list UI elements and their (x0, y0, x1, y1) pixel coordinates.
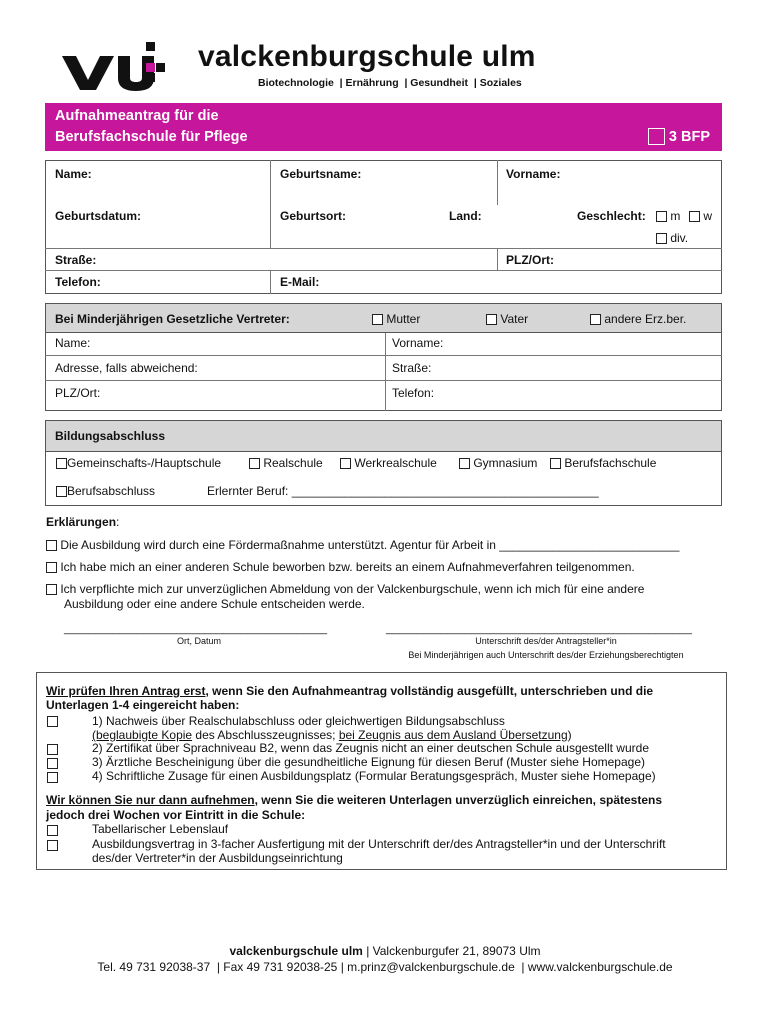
phone-field[interactable]: Telefon: (55, 275, 101, 289)
bfp-label: 3 BFP (668, 129, 710, 145)
signature-line[interactable]: __________________________________________________ (386, 623, 692, 635)
email-field[interactable]: E-Mail: (280, 275, 320, 289)
req-text-2: 2) Zertifikat über Sprachniveau B2, wenn das Zeugnis nicht an einer deutschen Schule ausgestellt wurde (92, 741, 649, 755)
footer-address: | Valckenburgufer 21, 89073 Ulm (362, 944, 541, 958)
school-logo (60, 42, 170, 92)
later-text-2: Ausbildungsvertrag in 3-facher Ausfertigung mit der Unterschrift der/des Antragsteller*in und der Unterschrift (92, 837, 666, 851)
place-date-line[interactable]: ___________________________________________ (64, 623, 328, 635)
edu-option-berufsabschluss[interactable] (56, 484, 155, 498)
declaration-text-3b: Ausbildung oder eine andere Schule entscheiden werde. (64, 597, 365, 611)
mother-label: Mutter (386, 312, 421, 326)
school-subtitle: Biotechnologie | Ernährung | Gesundheit | Soziales (258, 77, 522, 89)
school-name: valckenburgschule ulm (198, 40, 536, 73)
guardian-name-field[interactable]: Name: (55, 336, 91, 350)
gender-label: Geschlecht: (577, 209, 646, 223)
later-text-2b: des/der Vertreter*in der Ausbildungseinrichtung (92, 851, 343, 865)
declaration-item-1[interactable] (46, 538, 679, 552)
declaration-checkbox-1[interactable] (46, 540, 57, 551)
bfp-option[interactable] (648, 128, 710, 145)
edu-checkbox-4[interactable] (459, 458, 470, 469)
later-checkbox-2[interactable] (47, 838, 58, 852)
form-title-line2: Berufsfachschule für Pflege (55, 129, 248, 145)
gender-div-option[interactable] (656, 231, 688, 245)
father-checkbox[interactable] (486, 314, 497, 325)
requirements-later (46, 793, 662, 807)
edu-option-berufsfachschule[interactable] (550, 456, 656, 470)
requirements-intro-underlined: Wir prüfen Ihren Antrag erst (46, 684, 206, 698)
guardian-address-field[interactable]: Adresse, falls abweichend: (55, 361, 198, 375)
gender-w-label: w (703, 209, 713, 223)
title-band (45, 103, 722, 151)
other-checkbox[interactable] (590, 314, 601, 325)
birthdate-field[interactable]: Geburtsdatum: (55, 209, 142, 223)
zip-city-field[interactable]: PLZ/Ort: (506, 253, 554, 267)
gender-div-label: div. (670, 231, 689, 245)
gender-m-label: m (670, 209, 681, 223)
edu-option-realschule[interactable] (249, 456, 323, 470)
edu-label-5: Berufsfachschule (564, 456, 657, 470)
edu-checkbox-2[interactable] (249, 458, 260, 469)
req-checkbox-4[interactable] (47, 770, 58, 784)
edu-option-werkrealschule[interactable] (340, 456, 437, 470)
applicant-table (45, 160, 722, 294)
place-date-label: Ort, Datum (176, 636, 221, 646)
declaration-item-2[interactable] (46, 560, 635, 574)
req-text-1: 1) Nachweis über Realschulabschluss oder gleichwertigen Bildungsabschluss (92, 714, 505, 728)
edu-checkbox-1[interactable] (56, 458, 67, 469)
req-checkbox-3[interactable] (47, 756, 58, 770)
req-text-1b-mid: des Abschlusszeugnisses; (192, 728, 339, 742)
declarations-heading: Erklärungen (46, 515, 117, 529)
birthname-field[interactable]: Geburtsname: (280, 167, 362, 181)
footer-school-name: valckenburgschule ulm (229, 944, 363, 958)
requirements-later-2: jedoch drei Wochen vor Eintritt in die Schule: (46, 808, 306, 822)
guardian-father-option[interactable] (486, 312, 528, 326)
signature-label: Unterschrift des/der Antragsteller*in (475, 636, 617, 646)
guardian-heading: Bei Minderjährigen Gesetzliche Vertreter: (55, 312, 290, 326)
req-text-1b (92, 728, 572, 742)
requirements-intro-rest: , wenn Sie den Aufnahmeantrag vollständig ausgefüllt, unterschrieben und die (205, 684, 654, 698)
edu-label-6: Berufsabschluss (67, 484, 156, 498)
req-checkbox-1[interactable] (47, 714, 58, 728)
other-label: andere Erz.ber. (604, 312, 687, 326)
street-field[interactable]: Straße: (55, 253, 97, 267)
gender-div-checkbox[interactable] (656, 233, 667, 244)
req-text-1b-u2: bei Zeugnis aus dem Ausland Übersetzung (338, 728, 568, 742)
form-title-line1: Aufnahmeantrag für die (55, 108, 219, 124)
country-field[interactable]: Land: (449, 209, 482, 223)
declaration-text-1: Die Ausbildung wird durch eine Fördermaßnahme unterstützt. Agentur für Arbeit in ___________________________ (60, 538, 680, 552)
father-label: Vater (500, 312, 529, 326)
edu-checkbox-3[interactable] (340, 458, 351, 469)
declarations-heading-wrap (46, 515, 119, 529)
edu-label-2: Realschule (263, 456, 323, 470)
guardian-zip-city-field[interactable]: PLZ/Ort: (55, 386, 101, 400)
declaration-text-2: Ich habe mich an einer anderen Schule beworben bzw. bereits an einem Aufnahmeverfahren teilgenommen. (60, 560, 635, 574)
edu-option-gemeinschaftsschule[interactable] (56, 456, 221, 470)
signature-label-minors: Bei Minderjährigen auch Unterschrift des/der Erziehungsberechtigten (408, 650, 684, 660)
edu-option-gymnasium[interactable] (459, 456, 537, 470)
gender-w-option[interactable] (689, 209, 712, 223)
guardian-street-field[interactable]: Straße: (392, 361, 432, 375)
edu-label-3: Werkrealschule (354, 456, 437, 470)
declaration-item-3[interactable] (46, 582, 644, 596)
name-field[interactable]: Name: (55, 167, 92, 181)
guardian-other-option[interactable] (590, 312, 686, 326)
req-text-1b-end: ) (567, 728, 572, 742)
declarations-colon: : (116, 515, 120, 529)
later-checkbox-1[interactable] (47, 823, 58, 837)
mother-checkbox[interactable] (372, 314, 383, 325)
requirements-later-underlined: Wir können Sie nur dann aufnehmen (46, 793, 255, 807)
guardian-firstname-field[interactable]: Vorname: (392, 336, 444, 350)
declaration-checkbox-2[interactable] (46, 562, 57, 573)
later-text-1: Tabellarischer Lebenslauf (92, 822, 229, 836)
edu-label-1: Gemeinschafts-/Hauptschule (67, 456, 222, 470)
guardian-mother-option[interactable] (372, 312, 420, 326)
learned-job-field[interactable]: Erlernter Beruf: ______________________________________________ (207, 484, 599, 498)
req-text-1b-u1: (beglaubigte Kopie (92, 728, 193, 742)
firstname-field[interactable]: Vorname: (506, 167, 561, 181)
requirements-later-rest: , wenn Sie die weiteren Unterlagen unverzüglich einreichen, spätestens (254, 793, 663, 807)
declaration-checkbox-3[interactable] (46, 584, 57, 595)
requirements-intro (46, 684, 653, 698)
education-heading: Bildungsabschluss (55, 429, 166, 443)
requirements-intro-2: Unterlagen 1-4 eingereicht haben: (46, 698, 240, 712)
edu-checkbox-6[interactable] (56, 486, 67, 497)
footer-contact: Tel. 49 731 92038-37 | Fax 49 731 92038-25 | m.prinz@valckenburgschule.de | www.valckenburgschule.de (97, 960, 673, 974)
req-checkbox-2[interactable] (47, 742, 58, 756)
bfp-checkbox[interactable] (648, 128, 665, 145)
birthplace-field[interactable]: Geburtsort: (280, 209, 346, 223)
edu-label-4: Gymnasium (473, 456, 538, 470)
guardian-phone-field[interactable]: Telefon: (392, 386, 435, 400)
req-text-3: 3) Ärztliche Bescheinigung über die gesundheitliche Eignung für diesen Beruf (Muster siehe Homepage) (92, 755, 645, 769)
req-text-4: 4) Schriftliche Zusage für einen Ausbildungsplatz (Formular Beratungsgespräch, Muster siehe Homepage) (92, 769, 656, 783)
gender-w-checkbox[interactable] (689, 211, 700, 222)
gender-m-option[interactable] (656, 209, 680, 223)
edu-checkbox-5[interactable] (550, 458, 561, 469)
declaration-text-3: Ich verpflichte mich zur unverzüglichen Abmeldung von der Valckenburgschule, wenn ich mich für eine andere (60, 582, 645, 596)
gender-m-checkbox[interactable] (656, 211, 667, 222)
footer-line-1 (0, 944, 770, 958)
